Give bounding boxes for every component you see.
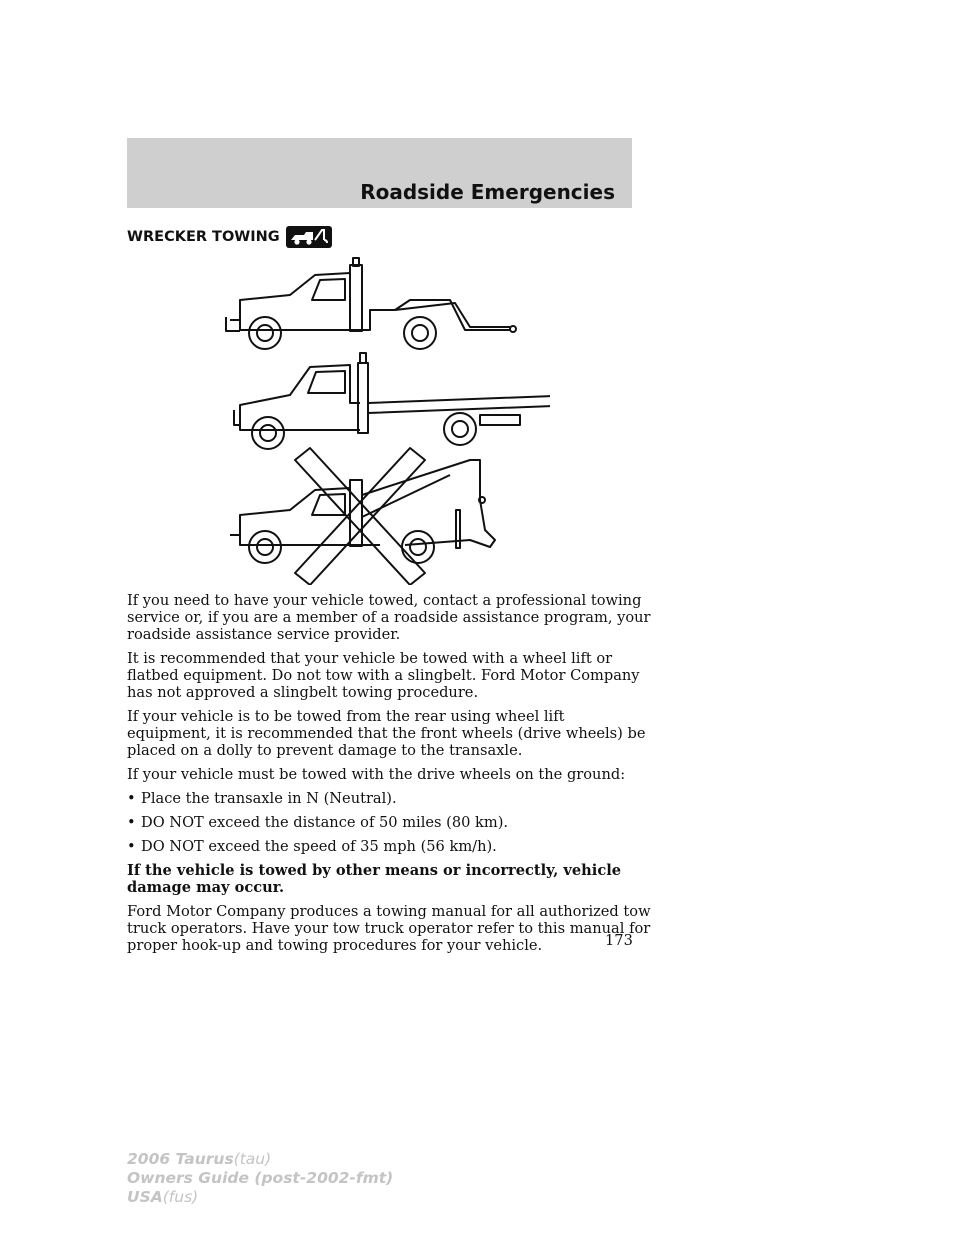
chapter-title: Roadside Emergencies [360, 180, 615, 204]
bullet-item [127, 790, 652, 807]
bullet-text: DO NOT exceed the distance of 50 miles (80 km). [141, 814, 509, 831]
bullet-symbol: • [127, 790, 136, 807]
bullet-text: Place the transaxle in N (Neutral). [141, 790, 397, 807]
paragraph-wheel-lift-recommendation: It is recommended that your vehicle be towed with a wheel lift or flatbed equipment. Do not tow with a slingbelt. Ford Motor Company has not approved a slingbelt towing procedure. [127, 650, 640, 701]
section-heading-text: WRECKER TOWING [127, 229, 280, 245]
footer-market-code: (fus) [162, 1188, 199, 1206]
section-heading [127, 226, 332, 248]
flatbed-truck-drawing [234, 353, 550, 449]
footer-model: 2006 Taurus [127, 1150, 234, 1168]
bullet-symbol: • [127, 814, 136, 831]
bullet-symbol: • [127, 838, 136, 855]
page-number: 173 [605, 932, 633, 949]
footer-model-code: (tau) [233, 1150, 272, 1168]
paragraph-rear-tow-dolly: If your vehicle is to be towed from the rear using wheel lift equipment, it is recommended that the front wheels (drive wheels) be placed on a dolly to prevent damage to the transaxle. [127, 708, 646, 759]
bullet-item [127, 838, 652, 855]
paragraph-professional-towing: If you need to have your vehicle towed, contact a professional towing service or, if you are a member of a roadside assistance program, your roadside assistance service provider. [127, 592, 651, 643]
body-text [127, 592, 652, 961]
prohibited-x-mark [295, 448, 425, 585]
paragraph-towing-manual: Ford Motor Company produces a towing manual for all authorized tow truck operators. Have your tow truck operator refer to this manual for proper hook-up and towing procedures for your vehicle. [127, 903, 651, 954]
chapter-header-band [127, 138, 632, 208]
footer-guide-type: Owners Guide (post-2002-fmt) [127, 1169, 394, 1187]
slingbelt-truck-drawing [230, 460, 495, 563]
towing-methods-illustration [220, 255, 550, 585]
bullet-text: DO NOT exceed the speed of 35 mph (56 km/h). [141, 838, 497, 855]
wheel-lift-truck-drawing [226, 258, 516, 349]
document-footer [127, 1150, 393, 1207]
warning-paragraph: If the vehicle is towed by other means or incorrectly, vehicle damage may occur. [127, 862, 622, 896]
paragraph-drive-wheels-on-ground: If your vehicle must be towed with the drive wheels on the ground: [127, 766, 626, 783]
tow-truck-icon [286, 226, 332, 248]
footer-market: USA [127, 1188, 163, 1206]
bullet-item [127, 814, 652, 831]
